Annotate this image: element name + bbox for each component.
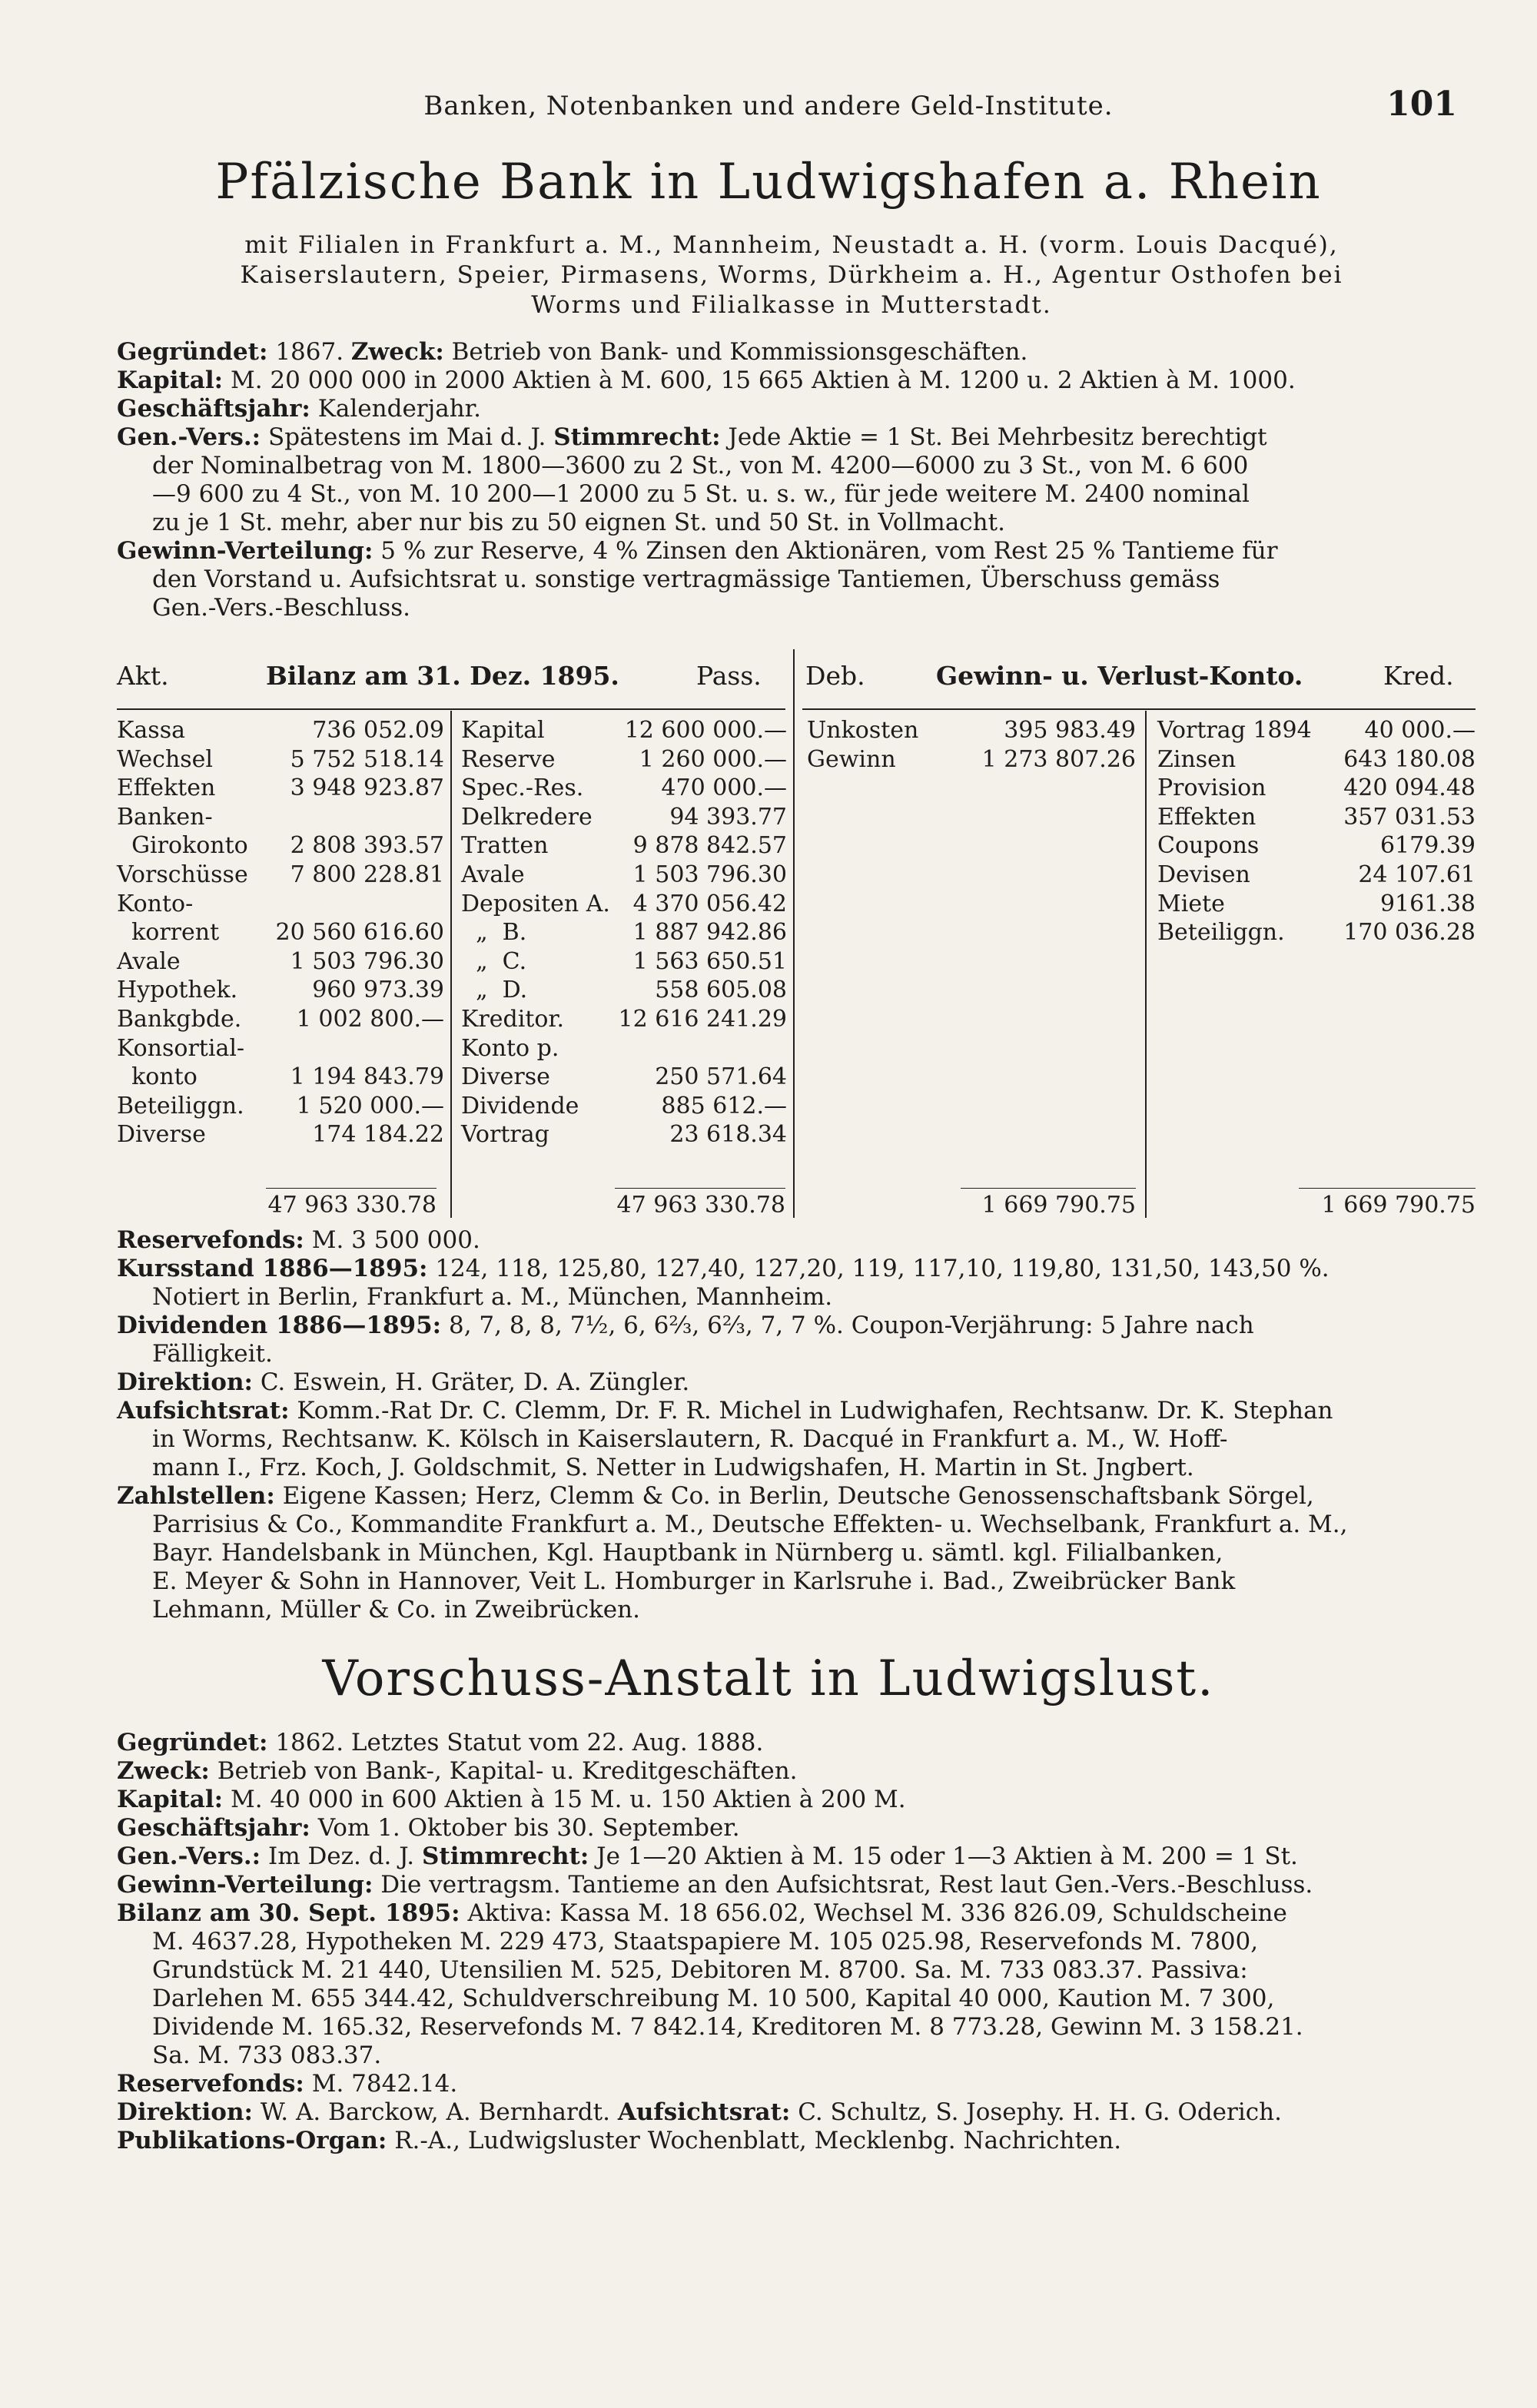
genvers-value: Im Dez. d. J. — [267, 1842, 415, 1870]
debet-list — [807, 716, 1136, 774]
ledger-item-value: 357 031.53 — [1343, 803, 1476, 831]
ledger-item-value: 250 571.64 — [655, 1063, 787, 1091]
ledger-row — [461, 803, 787, 832]
ledger-row — [117, 745, 444, 774]
gewinn-value: Die vertragsm. Tantieme an den Aufsichtsrat, Rest laut Gen.-Vers.-Beschluss. — [380, 1871, 1313, 1899]
ledger-row — [461, 890, 787, 919]
ledger-row — [117, 831, 444, 861]
ledger-row — [1157, 716, 1476, 745]
founded-label: Gegründet: — [117, 1729, 268, 1756]
reservefonds-label: Reservefonds: — [117, 1226, 304, 1254]
ledger-item-value: 170 036.28 — [1343, 919, 1476, 947]
ledger-row — [1157, 890, 1476, 919]
ledger-row — [461, 716, 787, 745]
bilanz-divider — [450, 711, 452, 1218]
bank1-subtitle — [108, 231, 1476, 320]
ledger-item-name: Konto- — [117, 890, 194, 917]
ledger-item-name: Hypothek. — [117, 977, 238, 1004]
ledger-item-value: 6179.39 — [1379, 832, 1476, 860]
ledger-item-value: 4 370 056.42 — [632, 890, 787, 917]
ledger-row — [461, 1005, 787, 1034]
ledger-item-value: 9 878 842.57 — [632, 832, 787, 860]
ledger-item-value: 23 618.34 — [669, 1121, 787, 1149]
direktion-value: W. A. Barckow, A. Bernhardt. — [260, 2098, 610, 2126]
ledger-row — [117, 947, 444, 977]
ledger-row — [807, 745, 1136, 774]
bank2-title: Vorschuss-Anstalt in Ludwigslust. — [322, 1650, 1215, 1707]
ledger-row — [1157, 918, 1476, 947]
ledger-item-value: 7 800 228.81 — [290, 861, 444, 888]
zahlstellen-label: Zahlstellen: — [117, 1482, 275, 1510]
ledger-item-value: 1 260 000.— — [639, 745, 787, 773]
subtitle-line: Worms und Filialkasse in Mutterstadt. — [531, 291, 1052, 319]
ledger-item-value: 1 563 650.51 — [632, 947, 787, 975]
ledger-item-name: Vorschüsse — [117, 861, 248, 888]
guv-divider — [1145, 711, 1147, 1218]
bilanz-akt-label: Akt. — [117, 661, 169, 691]
subtitle-line: mit Filialen in Frankfurt a. M., Mannheim, Neustadt a. H. (vorm. Louis Dacqué), — [244, 231, 1339, 259]
guv-rule — [802, 708, 1476, 710]
ledger-item-value: 2 808 393.57 — [290, 832, 444, 860]
gewinn-label: Gewinn-Verteilung: — [117, 1871, 373, 1899]
ledger-item-name: „ B. — [461, 919, 527, 947]
zweck-label: Zweck: — [350, 338, 444, 366]
bilanz-label: Bilanz am 30. Sept. 1895: — [117, 1899, 460, 1927]
genvers-label: Gen.-Vers.: — [117, 1842, 261, 1870]
bilanz-line: M. 4637.28, Hypotheken M. 229 473, Staatspapiere M. 105 025.98, Reservefonds M. 7800, — [152, 1928, 1259, 1955]
geschaeftsjahr-label: Geschäftsjahr: — [117, 395, 310, 423]
aufsichtsrat-label: Aufsichtsrat: — [617, 2098, 791, 2126]
kapital-value: M. 40 000 in 600 Aktien à 15 M. u. 150 Aktien à 200 M. — [230, 1786, 906, 1813]
zweck-value: Betrieb von Bank-, Kapital- u. Kreditgeschäften. — [217, 1757, 798, 1785]
geschaeftsjahr-value: Kalenderjahr. — [317, 395, 481, 423]
ledger-row — [461, 1120, 787, 1149]
ledger-item-value: 1 887 942.86 — [632, 919, 787, 947]
gewinn-value: 5 % zur Reserve, 4 % Zinsen den Aktionären, vom Rest 25 % Tantieme für — [380, 537, 1278, 565]
passiva-total: 47 963 330.78 — [616, 1192, 785, 1219]
ledger-row — [1157, 745, 1476, 774]
ledger-item-name: Unkosten — [807, 717, 919, 744]
stimmrecht-line: zu je 1 St. mehr, aber nur bis zu 50 eignen St. und 50 St. in Vollmacht. — [152, 509, 1005, 536]
ledger-item-value: 9161.38 — [1379, 890, 1476, 917]
aufsichtsrat-line: in Worms, Rechtsanw. K. Kölsch in Kaiserslautern, R. Dacqué in Frankfurt a. M., W. Hoff- — [152, 1425, 1228, 1453]
total-rule — [961, 1188, 1136, 1189]
reservefonds-value: M. 3 500 000. — [311, 1226, 480, 1254]
stimmrecht-label: Stimmrecht: — [553, 423, 721, 451]
zahlstellen-line: Lehmann, Müller & Co. in Zweibrücken. — [152, 1596, 640, 1624]
ledger-row — [117, 774, 444, 803]
dividenden-label: Dividenden 1886—1895: — [117, 1312, 442, 1339]
bank1-details — [117, 1226, 1477, 1624]
aufsichtsrat-line: mann I., Frz. Koch, J. Goldschmit, S. Netter in Ludwigshafen, H. Martin in St. Jngbert. — [152, 1454, 1194, 1481]
ledger-item-name: Beteiliggn. — [1157, 919, 1285, 947]
dividenden-value: 8, 7, 8, 8, 7½, 6, 6⅔, 6⅔, 7, 7 %. Coupon-Verjährung: 5 Jahre nach — [448, 1312, 1254, 1339]
ledger-item-value: 960 973.39 — [312, 977, 444, 1004]
ledger-item-name: Beteiliggn. — [117, 1092, 244, 1119]
ledger-row — [117, 716, 444, 745]
zweck-label: Zweck: — [117, 1757, 210, 1785]
ledger-row — [117, 918, 444, 947]
ledger-row — [117, 1005, 444, 1034]
bilanz-rule — [117, 708, 785, 710]
ledger-row — [117, 861, 444, 890]
guv-kred-label: Kred. — [1383, 661, 1454, 691]
publikation-value: R.-A., Ludwigsluster Wochenblatt, Mecklenbg. Nachrichten. — [394, 2127, 1122, 2154]
table-divider — [793, 649, 795, 1218]
kursstand-label: Kursstand 1886—1895: — [117, 1255, 428, 1282]
ledger-item-name: Delkredere — [461, 803, 593, 831]
ledger-item-value: 420 094.48 — [1343, 774, 1476, 802]
ledger-item-name: Vortrag — [461, 1121, 549, 1149]
ledger-row — [1157, 861, 1476, 890]
passiva-list — [461, 716, 787, 1149]
dividenden-line: Fälligkeit. — [152, 1340, 273, 1368]
ledger-item-name: Tratten — [461, 832, 549, 860]
aktiva-total: 47 963 330.78 — [267, 1192, 437, 1219]
total-rule — [266, 1188, 437, 1189]
kredit-list — [1157, 716, 1476, 947]
aufsichtsrat-label: Aufsichtsrat: — [117, 1397, 290, 1425]
stimmrecht-value: Je 1—20 Aktien à M. 15 oder 1—3 Aktien à M. 200 = 1 St. — [596, 1842, 1298, 1870]
ledger-row — [461, 745, 787, 774]
ledger-item-value: 1 503 796.30 — [632, 861, 787, 888]
ledger-item-name: Kreditor. — [461, 1005, 565, 1033]
ledger-row — [117, 1034, 444, 1063]
ledger-item-name: Depositen A. — [461, 890, 610, 917]
ledger-item-name: Gewinn — [807, 745, 896, 773]
bilanz-line: Grundstück M. 21 440, Utensilien M. 525, Debitoren M. 8700. Sa. M. 733 083.37. Passiva: — [152, 1956, 1248, 1984]
ledger-item-value: 1 503 796.30 — [290, 947, 444, 975]
ledger-item-name: Avale — [461, 861, 525, 888]
publikation-label: Publikations-Organ: — [117, 2127, 387, 2154]
ledger-item-name: Vortrag 1894 — [1157, 717, 1312, 744]
ledger-row — [461, 976, 787, 1005]
ledger-item-name: Spec.-Res. — [461, 774, 584, 802]
ledger-item-value: 885 612.— — [661, 1092, 787, 1119]
ledger-row — [117, 803, 444, 832]
bilanz-line: Dividende M. 165.32, Reservefonds M. 7 842.14, Kreditoren M. 8 773.28, Gewinn M. 3 158.21. — [152, 2013, 1303, 2041]
ledger-item-value: 736 052.09 — [312, 717, 444, 744]
kapital-label: Kapital: — [117, 1786, 224, 1813]
ledger-row — [1157, 774, 1476, 803]
ledger-item-value: 12 600 000.— — [624, 717, 787, 744]
aufsichtsrat-value: Komm.-Rat Dr. C. Clemm, Dr. F. R. Michel in Ludwighafen, Rechtsanw. Dr. K. Stephan — [297, 1397, 1333, 1425]
ledger-item-name: Dividende — [461, 1092, 579, 1119]
ledger-item-value: 1 194 843.79 — [290, 1063, 444, 1091]
zahlstellen-line: E. Meyer & Sohn in Hannover, Veit L. Homburger in Karlsruhe i. Bad., Zweibrücker Bank — [152, 1567, 1236, 1595]
ledger-row — [117, 1063, 444, 1092]
ledger-row — [117, 976, 444, 1005]
ledger-item-value: 643 180.08 — [1343, 745, 1476, 773]
founded-value: 1867. — [275, 338, 344, 366]
direktion-label: Direktion: — [117, 2098, 253, 2126]
ledger-item-value: 20 560 616.60 — [275, 919, 444, 947]
reservefonds-value: M. 7842.14. — [311, 2070, 458, 2098]
gewinn-line: den Vorstand u. Aufsichtsrat u. sonstige vertragmässige Tantiemen, Überschuss gemäss — [152, 566, 1220, 593]
ledger-row — [461, 861, 787, 890]
bilanz-title: Bilanz am 31. Dez. 1895. — [266, 661, 619, 691]
ledger-item-name: Provision — [1157, 774, 1266, 802]
kursstand-value: 124, 118, 125,80, 127,40, 127,20, 119, 117,10, 119,80, 131,50, 143,50 %. — [435, 1255, 1330, 1282]
stimmrecht-line: —9 600 zu 4 St., von M. 10 200—1 2000 zu 5 St. u. s. w., für jede weitere M. 2400 nominal — [152, 480, 1250, 508]
zahlstellen-line: Bayr. Handelsbank in München, Kgl. Hauptbank in Nürnberg u. sämtl. kgl. Filialbanken, — [152, 1539, 1223, 1567]
kapital-value: M. 20 000 000 in 2000 Aktien à M. 600, 15 665 Aktien à M. 1200 u. 2 Aktien à M. 1000. — [230, 367, 1296, 394]
subtitle-line: Kaiserslautern, Speier, Pirmasens, Worms, Dürkheim a. H., Agentur Osthofen bei — [240, 261, 1343, 289]
ledger-row — [461, 1092, 787, 1121]
bank1-title: Pfälzische Bank in Ludwigshafen a. Rhein — [215, 154, 1322, 211]
ledger-item-name: Kassa — [117, 717, 185, 744]
ledger-item-value: 174 184.22 — [312, 1121, 444, 1149]
geschaeftsjahr-label: Geschäftsjahr: — [117, 1814, 310, 1842]
ledger-item-value: 5 752 518.14 — [290, 745, 444, 773]
kapital-label: Kapital: — [117, 367, 224, 394]
bilanz-line: Darlehen M. 655 344.42, Schuldverschreibung M. 10 500, Kapital 40 000, Kaution M. 7 300, — [152, 1985, 1275, 2012]
ledger-row — [117, 1092, 444, 1121]
ledger-item-value: 470 000.— — [661, 774, 787, 802]
ledger-item-name: Wechsel — [117, 745, 214, 773]
ledger-item-name: Kapital — [461, 717, 545, 744]
kursstand-line: Notiert in Berlin, Frankfurt a. M., München, Mannheim. — [152, 1283, 833, 1311]
direktion-label: Direktion: — [117, 1368, 253, 1396]
ledger-item-name: Coupons — [1157, 832, 1260, 860]
gewinn-label: Gewinn-Verteilung: — [117, 537, 373, 565]
genvers-label: Gen.-Vers.: — [117, 423, 261, 451]
geschaeftsjahr-value: Vom 1. Oktober bis 30. September. — [317, 1814, 740, 1842]
ledger-item-value: 1 273 807.26 — [981, 745, 1136, 773]
ledger-item-value: 3 948 923.87 — [290, 774, 444, 802]
running-head: Banken, Notenbanken und andere Geld-Institute. — [423, 91, 1114, 121]
zahlstellen-line: Parrisius & Co., Kommandite Frankfurt a. M., Deutsche Effekten- u. Wechselbank, Frankfurt a. M., — [152, 1511, 1348, 1538]
ledger-row — [1157, 831, 1476, 861]
guv-deb-label: Deb. — [805, 661, 865, 691]
ledger-row — [461, 1034, 787, 1063]
stimmrecht-value: Jede Aktie = 1 St. Bei Mehrbesitz berechtigt — [728, 423, 1267, 451]
ledger-item-name: Zinsen — [1157, 745, 1237, 773]
genvers-value: Spätestens im Mai d. J. — [267, 423, 546, 451]
ledger-item-name: Girokonto — [117, 832, 248, 860]
ledger-item-value: 395 983.49 — [1004, 717, 1136, 744]
ledger-item-value: 24 107.61 — [1358, 861, 1476, 888]
total-rule — [1299, 1188, 1476, 1189]
ledger-item-name: Konto p. — [461, 1034, 559, 1062]
ledger-row — [117, 890, 444, 919]
ledger-item-value: 558 605.08 — [655, 977, 787, 1004]
bilanz-pass-label: Pass. — [696, 661, 762, 691]
ledger-item-name: Miete — [1157, 890, 1225, 917]
bank2-info — [117, 1729, 1477, 2155]
reservefonds-label: Reservefonds: — [117, 2070, 304, 2098]
ledger-item-name: „ C. — [461, 947, 527, 975]
stimmrecht-line: der Nominalbetrag von M. 1800—3600 zu 2 St., von M. 4200—6000 zu 3 St., von M. 6 600 — [152, 452, 1249, 479]
ledger-item-value: 12 616 241.29 — [618, 1005, 787, 1033]
ledger-row — [461, 774, 787, 803]
kredit-total: 1 669 790.75 — [1321, 1192, 1476, 1219]
zahlstellen-value: Eigene Kassen; Herz, Clemm & Co. in Berlin, Deutsche Genossenschaftsbank Sörgel, — [282, 1482, 1314, 1510]
ledger-item-name: Diverse — [117, 1121, 206, 1149]
guv-title: Gewinn- u. Verlust-Konto. — [936, 661, 1303, 691]
ledger-row — [461, 918, 787, 947]
ledger-item-name: Avale — [117, 947, 181, 975]
bilanz-value: Aktiva: Kassa M. 18 656.02, Wechsel M. 336 826.09, Schuldscheine — [467, 1899, 1287, 1927]
ledger-row — [461, 1063, 787, 1092]
zweck-value: Betrieb von Bank- und Kommissionsgeschäften. — [451, 338, 1028, 366]
ledger-item-value: 1 002 800.— — [296, 1005, 444, 1033]
ledger-item-name: Bankgbde. — [117, 1005, 242, 1033]
ledger-row — [1157, 803, 1476, 832]
aktiva-list — [117, 716, 444, 1149]
ledger-row — [461, 947, 787, 977]
bank1-info — [117, 338, 1477, 622]
ledger-row — [461, 831, 787, 861]
ledger-item-name: konto — [117, 1063, 198, 1091]
ledger-item-name: „ D. — [461, 977, 528, 1004]
ledger-row — [807, 716, 1136, 745]
ledger-item-value: 1 520 000.— — [296, 1092, 444, 1119]
ledger-row — [117, 1120, 444, 1149]
bilanz-line: Sa. M. 733 083.37. — [152, 2041, 382, 2069]
ledger-item-name: korrent — [117, 919, 220, 947]
ledger-item-name: Diverse — [461, 1063, 550, 1091]
ledger-item-name: Devisen — [1157, 861, 1250, 888]
direktion-value: C. Eswein, H. Gräter, D. A. Züngler. — [260, 1368, 690, 1396]
debet-total: 1 669 790.75 — [981, 1192, 1136, 1219]
gewinn-line: Gen.-Vers.-Beschluss. — [152, 594, 411, 622]
ledger-item-value: 94 393.77 — [669, 803, 787, 831]
ledger-item-name: Effekten — [117, 774, 216, 802]
founded-label: Gegründet: — [117, 338, 268, 366]
total-rule — [615, 1188, 785, 1189]
ledger-item-value: 40 000.— — [1364, 717, 1476, 744]
ledger-item-name: Effekten — [1157, 803, 1256, 831]
founded-value: 1862. Letztes Statut vom 22. Aug. 1888. — [275, 1729, 764, 1756]
ledger-item-name: Banken- — [117, 803, 213, 831]
ledger-item-name: Konsortial- — [117, 1034, 245, 1062]
page-number: 101 — [1386, 85, 1457, 124]
aufsichtsrat-value: C. Schultz, S. Josephy. H. H. G. Oderich. — [798, 2098, 1282, 2126]
stimmrecht-label: Stimmrecht: — [421, 1842, 589, 1870]
ledger-item-name: Reserve — [461, 745, 556, 773]
